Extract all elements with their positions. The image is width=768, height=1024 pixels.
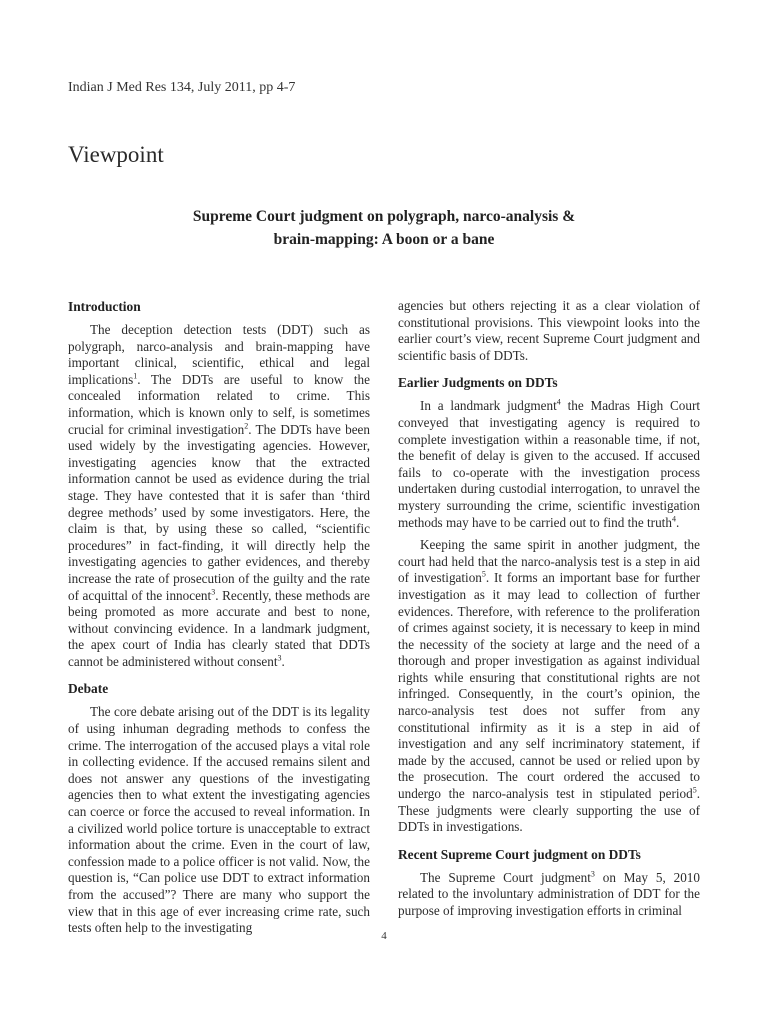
article-title-line-2: brain-mapping: A boon or a bane — [273, 231, 495, 248]
citation-ref: 4 — [556, 397, 561, 407]
citation-ref: 5 — [692, 785, 697, 795]
text-run: The Supreme Court judgment — [420, 869, 591, 885]
citation-ref: 5 — [481, 569, 486, 579]
citation-ref: 3 — [211, 587, 216, 597]
text-run: . These judgments were clearly supporting the use of DDTs in investigations. — [398, 786, 700, 835]
introduction-paragraph — [68, 322, 370, 670]
text-run: In a landmark judgment — [420, 398, 557, 414]
recent-judgment-heading: Recent Supreme Court judgment on DDTs — [398, 846, 641, 862]
citation-ref: 4 — [671, 514, 676, 524]
section-type-heading: Viewpoint — [68, 142, 164, 167]
text-run: Keeping the same spirit in another judgment, the court had held that the narco-analysis test is a step in aid of investigation — [398, 537, 700, 586]
left-column — [68, 298, 370, 937]
text-run: on May 5, 2010 related to the involuntary administration of DDT for the purpose of improving investigation efforts in criminal — [398, 869, 700, 918]
journal-reference: Indian J Med Res 134, July 2011, pp 4-7 — [68, 80, 296, 95]
text-run: . The DDTs are useful to know the concealed information related to crime. This information, which is known only to self, is sometimes crucial for criminal investigation — [68, 371, 370, 437]
article-title — [100, 205, 668, 251]
citation-ref: 3 — [277, 653, 282, 663]
right-column — [398, 298, 700, 920]
text-run: . It forms an important base for further investigation as it may lead to collection of further evidences. Therefore, with reference to the proliferation of crimes against society, it is necessary to keep in mind the necessity of the society at large and the need of a thorough and proper investigation as against individual rights while ensuring that constitutional rights are not infringed. Consequently, in the court’s opinion, the narco-analysis test does not suffer from any constitutional infirmity as it is a step in aid of investigation and any self incriminatory statement, if made by the accused, cannot be used or relied upon by the prosecution. The court ordered the accused to undergo the narco-analysis test in stipulated period — [398, 570, 700, 802]
earlier-judgments-heading: Earlier Judgments on DDTs — [398, 375, 558, 391]
text-run: . The DDTs have been used widely by the investigating agencies. However, investigating agencies know that the extracted information cannot be used as evidence during the trial stage. They have contested that it is safer than ‘third degree methods’ used by some investigators. Here, the claim is that, by using these so called, “scientific procedures” in fact-finding, it will directly help the investigating agencies to gather evidences, and thereby increase the rate of prosecution of the guilty and the rate of acquittal of the innocent — [68, 421, 370, 603]
citation-ref: 2 — [244, 421, 249, 431]
text-run: The deception detection tests (DDT) such as polygraph, narco-analysis and brain-mapping have important clinical, scientific, ethical and legal implications — [68, 322, 370, 387]
recent-judgment-paragraph — [398, 870, 700, 920]
earlier-judgments-paragraph-2 — [398, 537, 700, 836]
debate-heading: Debate — [68, 681, 109, 697]
debate-paragraph: The core debate arising out of the DDT is its legality of using inhuman degrading methods to confess the crime. The interrogation of the accused plays a vital role in collecting evidence. If the accused remains silent and does not answer any questions of the investigating agencies then to what extent the investigating agencies can coerce or force the accused to reveal information. In a civilized world police torture is unacceptable to extract information about the crime. Even in the court of law, confession made to a police officer is not valid. Now, the question is, “Can police use DDT to extract information from the accused”? There are many who support the view that in this age of ever increasing crime rate, such tests often help to the investigating — [68, 704, 370, 936]
text-run: the Madras High Court conveyed that investigating agency is required to complete investigation within a reasonable time, if not, the benefit of delay is given to the accused. If accused fails to co-operate with the investigation process undertaken during custodial interrogation, to unravel the mystery surrounding the crime, scientific investigation methods may have to be carried out to find the truth — [398, 398, 700, 530]
introduction-heading: Introduction — [68, 299, 141, 314]
earlier-judgments-paragraph-1 — [398, 398, 700, 531]
page-number: 4 — [381, 930, 387, 942]
text-run: . — [281, 653, 285, 669]
citation-ref: 3 — [590, 869, 595, 879]
text-run: . Recently, these methods are being promoted as more accurate and best to none, without convincing evidence. In a landmark judgment, the apex court of India has clearly stated that DDTs cannot be administered without consent — [68, 587, 370, 669]
citation-ref: 1 — [133, 371, 138, 381]
text-run: . — [675, 514, 680, 530]
continued-paragraph: agencies but others rejecting it as a clear violation of constitutional provisions. This viewpoint looks into the earlier court’s view, recent Supreme Court judgment and scientific basis of DDTs. — [398, 298, 700, 363]
article-title-line-1: Supreme Court judgment on polygraph, narco-analysis & — [192, 208, 576, 225]
